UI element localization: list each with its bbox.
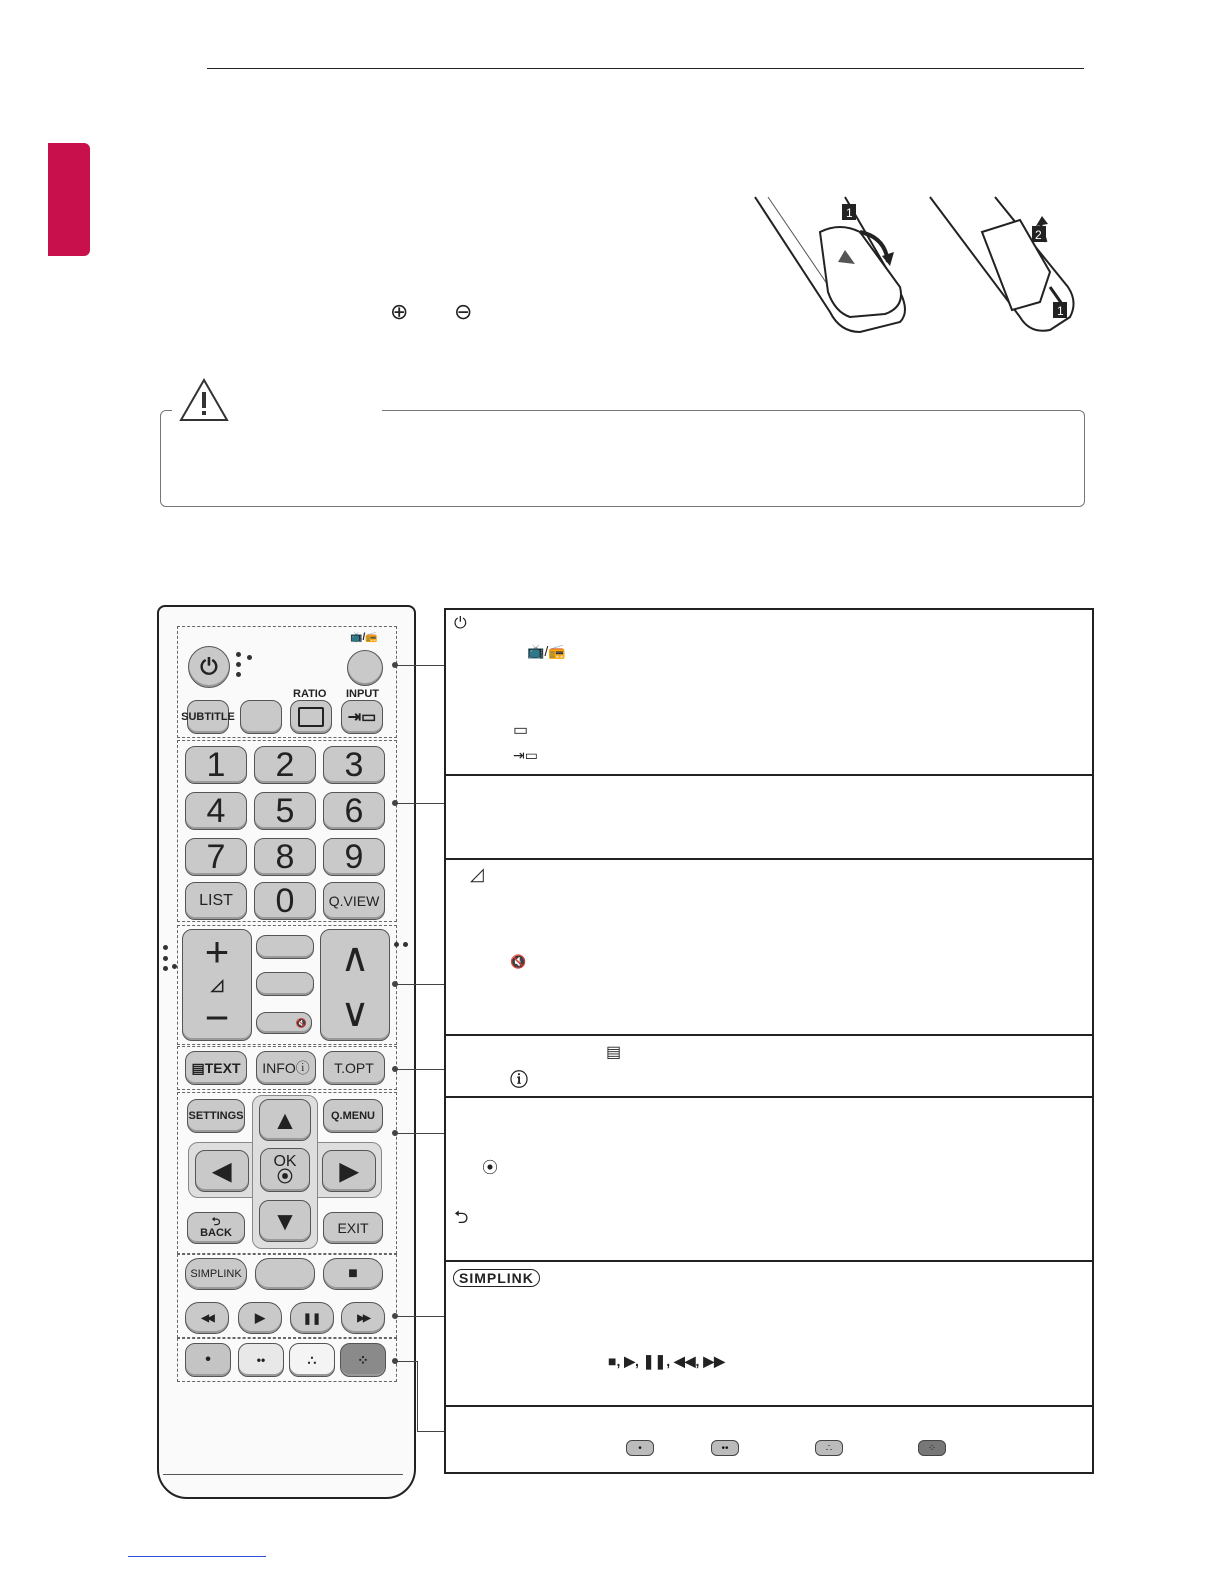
step-one-label-b: 1 [1057,304,1064,318]
warning-triangle-icon [178,377,230,423]
fast-forward-button[interactable] [341,1302,385,1334]
connector-line [417,1361,418,1431]
indicator-dot [236,672,241,677]
simplink-logo: SIMPLINK [453,1269,540,1287]
volume-icon: ◿ [470,864,484,884]
callout-row-numbers [446,776,1092,860]
connector-line [396,1133,444,1134]
subtitle-button[interactable]: SUBTITLE [187,700,229,734]
four-dot-icon: ⁘ [357,1351,369,1368]
callout-row-navigation [446,1098,1092,1262]
back-label: BACK [200,1227,232,1239]
ok-icon: ⦿ [276,1169,293,1186]
indicator-dot [236,662,241,667]
number-1-button[interactable]: 1 [185,746,247,784]
back-icon: ⮌ [211,1216,221,1228]
blank-button[interactable] [255,1258,315,1290]
three-dot-icon: ∴ [307,1351,317,1368]
down-arrow-button[interactable] [259,1200,311,1242]
ok-label: OK [273,1153,297,1170]
red-key-icon: • [626,1440,654,1456]
power-icon: ⏻ [200,654,218,679]
number-0-button[interactable]: 0 [254,882,316,920]
indicator-dot [403,942,408,947]
indicator-dot [163,966,168,971]
caution-box [160,410,1085,507]
minus-terminal-icon: ⊖ [454,299,473,324]
connector-line [417,1431,444,1432]
right-arrow-button[interactable] [322,1150,376,1192]
left-arrow-icon: ◀ [212,1157,232,1185]
settings-button[interactable]: SETTINGS [187,1099,245,1133]
blue-key-button[interactable] [340,1343,386,1377]
left-arrow-button[interactable] [195,1150,249,1192]
plus-terminal-icon: ⊕ [390,299,409,324]
power-icon: ⏻ [454,615,467,632]
mute-icon: 🔇 [295,1017,307,1028]
indicator-dot [163,956,168,961]
number-9-button[interactable]: 9 [323,838,385,876]
info-button[interactable]: INFOⓘ [256,1051,316,1085]
connector-line [396,803,444,804]
red-key-button[interactable] [185,1343,231,1377]
stop-icon: ■ [348,1265,358,1282]
volume-down-icon: − [204,994,230,1041]
step-two-label: 2 [1035,228,1042,242]
green-key-icon: •• [711,1440,739,1456]
number-4-button[interactable]: 4 [185,792,247,830]
tv-rad-label: 📺/📻 [350,632,378,643]
fast-forward-icon: ▶▶ [357,1312,369,1324]
blank-button[interactable] [256,935,314,959]
input-icon: ⇥▭ [347,709,377,726]
language-tab [48,143,90,256]
right-arrow-icon: ▶ [339,1157,359,1185]
power-button[interactable] [188,646,230,688]
down-arrow-icon: ▼ [272,1205,298,1236]
callout-row-power [446,610,1092,776]
indicator-dot [394,942,399,947]
one-dot-icon: • [205,1351,211,1368]
ratio-icon: ▭ [513,722,529,739]
stop-button[interactable] [323,1258,383,1290]
text-icon: ▤ [606,1044,622,1061]
input-label: INPUT [346,688,379,700]
connector-line [396,665,444,666]
volume-rocker[interactable] [182,929,252,1041]
pause-button[interactable] [290,1302,334,1334]
volume-up-icon: + [204,928,230,975]
blank-button[interactable] [256,972,314,996]
channel-down-icon: ∨ [340,990,370,1035]
ratio-button[interactable] [290,700,332,734]
callout-row-simplink [446,1262,1092,1407]
ratio-label: RATIO [293,688,327,700]
yellow-key-icon: ∴ [815,1440,843,1456]
number-2-button[interactable]: 2 [254,746,316,784]
connector-line [396,984,444,985]
rewind-icon: ◀◀ [201,1312,213,1324]
indicator-dot [247,655,252,660]
simplink-button[interactable]: SIMPLINK [185,1258,247,1290]
yellow-key-button[interactable] [289,1343,335,1377]
number-3-button[interactable]: 3 [323,746,385,784]
input-icon: ⇥▭ [513,747,538,763]
tv-rad-icon: 📺/📻 [527,643,566,659]
step-one-label: 1 [846,206,853,220]
number-5-button[interactable]: 5 [254,792,316,830]
ok-button[interactable] [260,1148,310,1192]
indicator-dot [172,964,177,969]
playback-icons: ■, ▶, ❚❚, ◀◀, ▶▶ [608,1353,725,1369]
green-key-button[interactable] [238,1343,284,1377]
connector-line [396,1316,444,1317]
exit-button[interactable]: EXIT [323,1212,383,1244]
qmenu-button[interactable]: Q.MENU [323,1099,383,1133]
play-button[interactable] [238,1302,282,1334]
list-button[interactable]: LIST [185,882,247,920]
footer-rule [128,1556,266,1557]
blue-key-icon: ⁘ [918,1440,946,1456]
tv-rad-button[interactable] [347,650,383,686]
text-button[interactable]: ▤TEXT [185,1051,247,1085]
back-icon: ⮌ [454,1207,469,1227]
callout-table [444,608,1094,1474]
indicator-dot [163,945,168,950]
input-button[interactable] [341,700,383,734]
ok-icon: ⦿ [482,1160,499,1177]
up-arrow-button[interactable] [259,1099,311,1141]
number-7-button[interactable]: 7 [185,838,247,876]
number-6-button[interactable]: 6 [323,792,385,830]
connector-line [396,1069,444,1070]
rewind-button[interactable] [185,1302,229,1334]
connector-line [396,1361,418,1362]
blank-button[interactable] [240,700,282,734]
volume-icon: ◿ [210,977,224,994]
battery-cover-illustration [750,192,1085,342]
remote-bottom-edge [163,1474,403,1495]
ratio-icon [298,707,324,727]
number-8-button[interactable]: 8 [254,838,316,876]
channel-rocker[interactable] [320,929,390,1041]
qview-button[interactable]: Q.VIEW [323,882,385,920]
pause-icon: ❚❚ [302,1312,322,1325]
play-icon: ▶ [255,1310,265,1325]
topt-button[interactable]: T.OPT [323,1051,385,1085]
channel-up-icon: ∧ [340,935,370,980]
mute-button[interactable] [256,1012,312,1034]
header-rule [207,68,1084,69]
mute-icon: 🔇 [510,954,527,969]
info-icon: ⓘ [510,1070,528,1090]
two-dot-icon: •• [256,1353,266,1367]
back-button[interactable] [187,1212,245,1244]
callout-row-volume [446,860,1092,1036]
callout-row-teletext [446,1036,1092,1098]
indicator-dot [236,652,241,657]
up-arrow-icon: ▲ [272,1104,298,1135]
